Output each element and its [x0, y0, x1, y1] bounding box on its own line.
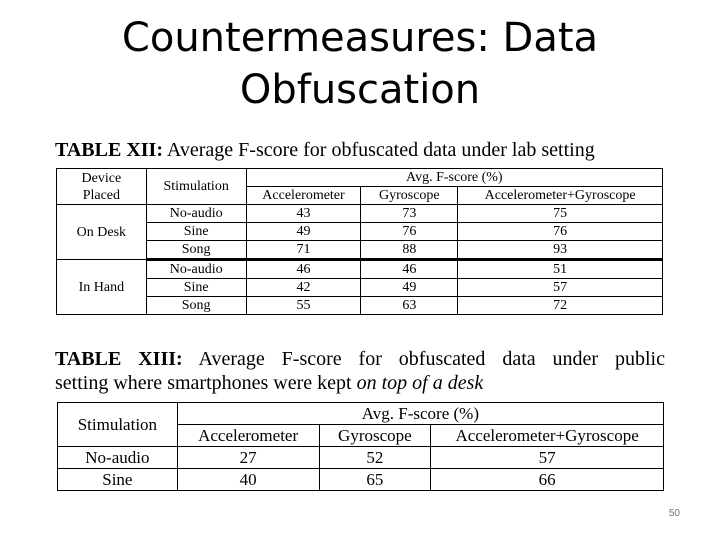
value-cell: 46 [361, 260, 458, 279]
value-cell: 43 [246, 205, 361, 223]
table-13-label: TABLE XIII: [55, 348, 183, 370]
header-avg-fscore: Avg. F-score (%) [177, 403, 663, 425]
stimulation-cell: No-audio [58, 447, 178, 469]
value-cell: 93 [458, 241, 663, 260]
table-row [58, 469, 664, 491]
table-13-caption-line-1 [55, 347, 665, 371]
table-13-caption-line-2 [55, 371, 665, 395]
value-cell: 75 [458, 205, 663, 223]
slide-title-line-1: Countermeasures: Data [121, 15, 599, 61]
table-13-caption-plain: setting where smartphones were kept [55, 372, 352, 394]
table-row [57, 297, 663, 315]
value-cell: 57 [431, 447, 664, 469]
table-row [57, 260, 663, 279]
table-13 [57, 402, 664, 491]
header-device-placed [57, 169, 147, 205]
slide-title-line-2: Obfuscation [239, 67, 481, 113]
table-12-caption-text: Average F-score for obfuscated data under lab setting [166, 139, 595, 161]
header-gyroscope: Gyroscope [319, 425, 431, 447]
table-row [58, 447, 664, 469]
value-cell: 42 [246, 279, 361, 297]
table-row [57, 223, 663, 241]
table-12 [56, 168, 663, 315]
value-cell: 51 [458, 260, 663, 279]
stimulation-cell: Song [146, 297, 246, 315]
device-cell: In Hand [57, 260, 147, 315]
value-cell: 46 [246, 260, 361, 279]
value-cell: 72 [458, 297, 663, 315]
value-cell: 40 [177, 469, 319, 491]
stimulation-cell: Sine [58, 469, 178, 491]
header-gyroscope: Gyroscope [361, 187, 458, 205]
header-accelerometer: Accelerometer [177, 425, 319, 447]
header-device-line-2: Placed [82, 187, 121, 203]
value-cell: 76 [458, 223, 663, 241]
table-row [57, 241, 663, 260]
header-stimulation: Stimulation [58, 403, 178, 447]
stimulation-cell: Sine [146, 223, 246, 241]
value-cell: 49 [246, 223, 361, 241]
table-13-caption-text: Average F-score for obfuscated data under public [198, 348, 665, 370]
header-accel-gyro: Accelerometer+Gyroscope [431, 425, 664, 447]
table-row [57, 279, 663, 297]
value-cell: 88 [361, 241, 458, 260]
slide-title [0, 12, 720, 116]
table-12-caption [55, 138, 665, 162]
table-12-label: TABLE XII: [55, 139, 163, 161]
value-cell: 49 [361, 279, 458, 297]
table-12-header-row [57, 169, 663, 187]
value-cell: 63 [361, 297, 458, 315]
device-cell: On Desk [57, 205, 147, 260]
value-cell: 27 [177, 447, 319, 469]
table-13-caption-italic: on top of a desk [356, 372, 484, 394]
value-cell: 65 [319, 469, 431, 491]
value-cell: 76 [361, 223, 458, 241]
value-cell: 55 [246, 297, 361, 315]
stimulation-cell: Sine [146, 279, 246, 297]
stimulation-cell: No-audio [146, 260, 246, 279]
header-accel-gyro: Accelerometer+Gyroscope [458, 187, 663, 205]
table-row [57, 205, 663, 223]
value-cell: 71 [246, 241, 361, 260]
value-cell: 73 [361, 205, 458, 223]
header-accelerometer: Accelerometer [246, 187, 361, 205]
header-device-line-1: Device [81, 170, 122, 186]
value-cell: 66 [431, 469, 664, 491]
page-number: 50 [668, 508, 680, 519]
header-stimulation: Stimulation [146, 169, 246, 205]
value-cell: 57 [458, 279, 663, 297]
value-cell: 52 [319, 447, 431, 469]
stimulation-cell: Song [146, 241, 246, 260]
stimulation-cell: No-audio [146, 205, 246, 223]
header-avg-fscore: Avg. F-score (%) [246, 169, 662, 187]
table-13-header-row [58, 403, 664, 425]
